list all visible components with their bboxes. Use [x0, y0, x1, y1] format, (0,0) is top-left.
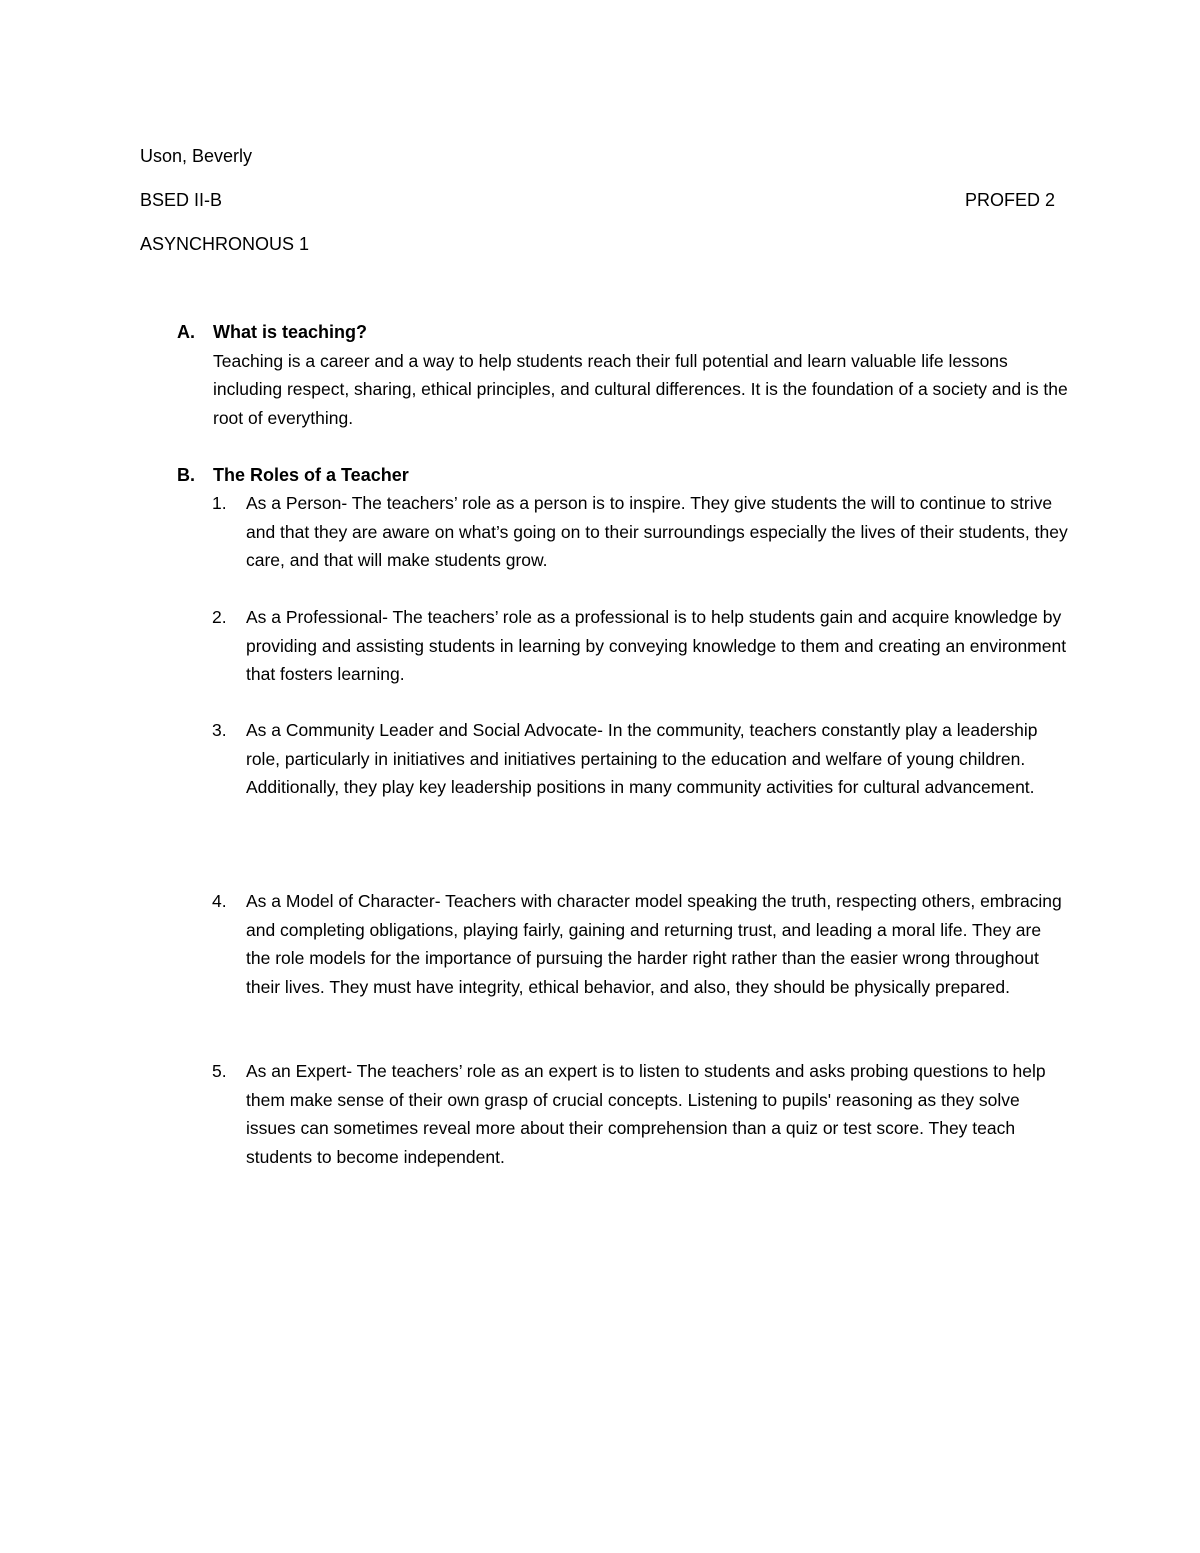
activity-label: ASYNCHRONOUS 1 — [140, 234, 310, 254]
course-code: PROFED 2 — [964, 190, 1055, 210]
list-item-number: 3. — [212, 720, 227, 740]
list-item-number: 1. — [212, 493, 227, 513]
list-item-number: 4. — [212, 891, 227, 911]
list-item — [140, 716, 1070, 802]
list-item-text: As an Expert- The teachers’ role as an expert is to listen to students and asks probing questions to help them make sense of their own grasp of crucial concepts. Listening to pupils' reasoning as they solve issues can sometimes reveal more about their comprehension than a quiz or test score. They teach students to become independent. — [246, 1061, 1046, 1167]
list-item-text: As a Professional- The teachers’ role as a professional is to help students gain and acquire knowledge by providing and assisting students in learning by conveying knowledge to them and creating an environment that fosters learning. — [246, 607, 1067, 684]
list-item — [140, 887, 1070, 1001]
list-item-text: As a Person- The teachers’ role as a person is to inspire. They give students the will to continue to strive and that they are aware on what’s going on to their surroundings especially the lives of their students, they care, and that will make students grow. — [246, 493, 1068, 570]
list-item — [140, 603, 1070, 689]
section-a-title: What is teaching? — [213, 322, 368, 342]
list-item — [140, 1057, 1070, 1171]
list-item-number: 5. — [212, 1061, 227, 1081]
section-b-letter: B. — [177, 465, 195, 485]
student-name: Uson, Beverly — [140, 146, 253, 166]
list-item — [140, 489, 1070, 575]
list-item-number: 2. — [212, 607, 227, 627]
student-section: BSED II-B — [140, 190, 223, 210]
list-item-text: As a Model of Character- Teachers with character model speaking the truth, respecting others, embracing and completing obligations, playing fairly, gaining and returning trust, and leading a moral life. They are the role models for the importance of pursuing the harder right rather than the easier wrong throughout their lives. They must have integrity, ethical behavior, and also, they should be physically prepared. — [246, 891, 1062, 997]
section-b-title: The Roles of a Teacher — [213, 465, 409, 485]
section-a — [140, 318, 1070, 432]
section-b-heading — [140, 461, 1070, 490]
section-a-heading — [140, 318, 1070, 347]
section-a-letter: A. — [177, 322, 195, 342]
section-a-body: Teaching is a career and a way to help students reach their full potential and learn valuable life lessons including respect, sharing, ethical principles, and cultural differences. It is the foundation of a society and is the root of everything. — [213, 350, 1068, 428]
list-item-text: As a Community Leader and Social Advocate- In the community, teachers constantly play a leadership role, particularly in initiatives and initiatives pertaining to the education and welfare of young children. Additionally, they play key leadership positions in many community activities for cultural advancement. — [246, 720, 1038, 797]
section-b-heading-block — [140, 461, 1070, 490]
